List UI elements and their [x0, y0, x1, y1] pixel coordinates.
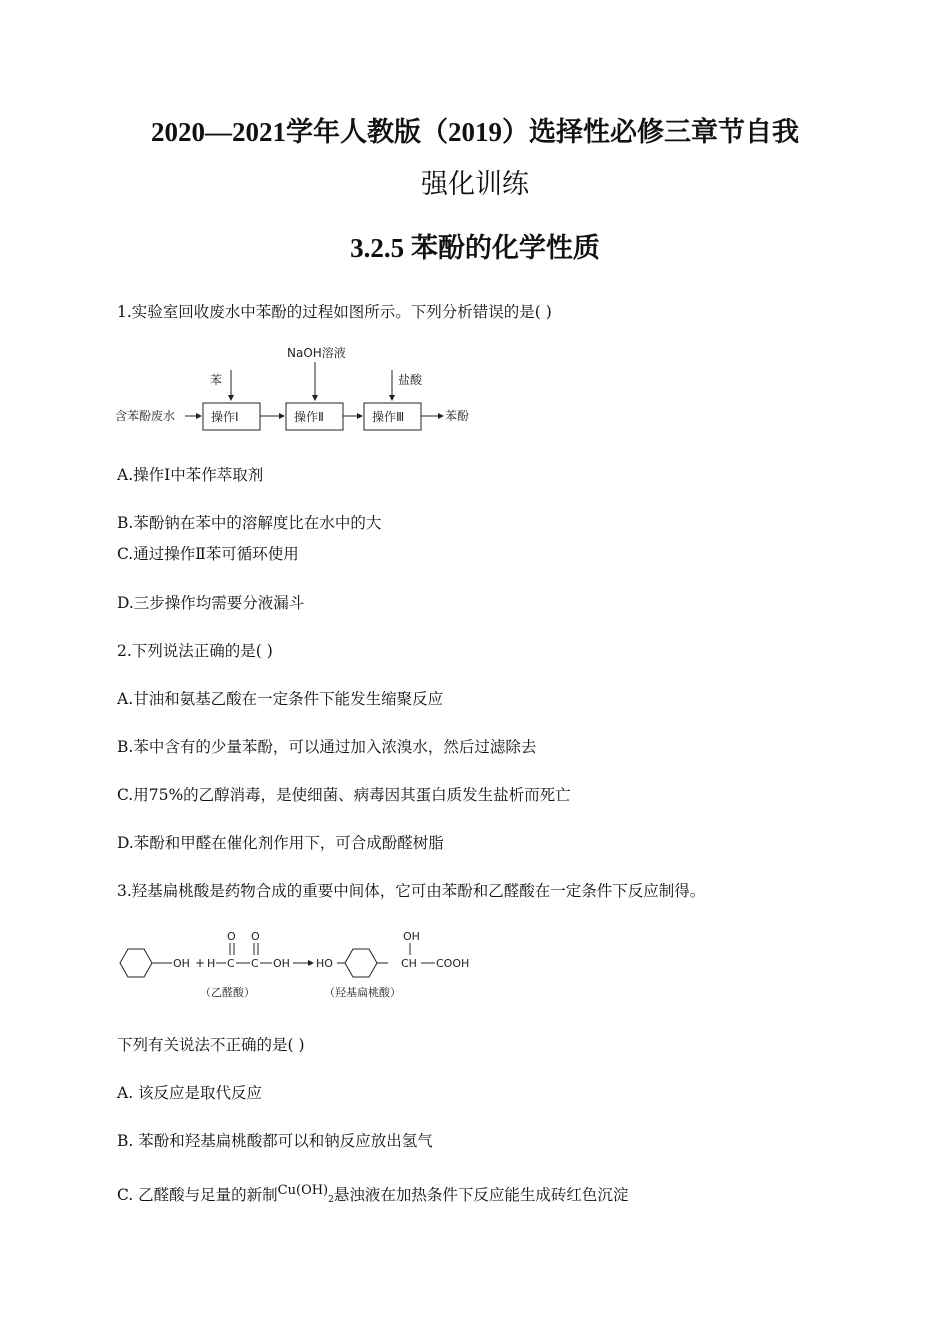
- q3-option-c-prefix: C. 乙醛酸与足量的新制: [117, 1186, 278, 1204]
- q2-option-c: C.用75%的乙醇消毒，是使细菌、病毒因其蛋白质发生盐析而死亡: [117, 786, 571, 804]
- diagram-output-label: 苯酚: [445, 409, 470, 423]
- product-cooh: COOH: [436, 957, 470, 970]
- phenol-oh: OH: [173, 957, 190, 970]
- plus-sign: +: [195, 956, 206, 970]
- label-product: （羟基扁桃酸）: [324, 986, 401, 999]
- document-title-line2: 强化训练: [421, 169, 529, 199]
- q1-option-c: C.通过操作Ⅱ苯可循环使用: [117, 545, 299, 563]
- q1-option-a: A.操作Ⅰ中苯作萃取剂: [117, 466, 264, 484]
- q1-stem: 1.实验室回收废水中苯酚的过程如图所示。下列分析错误的是( ): [117, 303, 552, 321]
- op2-label: 操作Ⅱ: [294, 410, 324, 424]
- reagent1-label: 苯: [210, 373, 223, 387]
- q1-process-diagram: [115, 340, 485, 440]
- op1-label: 操作Ⅰ: [211, 410, 239, 424]
- product-oh-top: OH: [403, 930, 420, 943]
- phenol-ring: [120, 949, 152, 977]
- q1-option-d: D.三步操作均需要分液漏斗: [117, 594, 305, 612]
- q2-stem: 2.下列说法正确的是( ): [117, 642, 273, 660]
- q2-option-b: B.苯中含有的少量苯酚，可以通过加入浓溴水，然后过滤除去: [117, 738, 537, 756]
- q3-option-c-suffix: 悬浊液在加热条件下反应能生成砖红色沉淀: [333, 1186, 629, 1204]
- q2-option-a: A.甘油和氨基乙酸在一定条件下能发生缩聚反应: [117, 690, 444, 708]
- glyoxylic-o1: O: [227, 930, 236, 943]
- glyoxylic-oh: OH: [273, 957, 290, 970]
- section-title: 3.2.5 苯酚的化学性质: [350, 233, 600, 263]
- q3-option-a: A. 该反应是取代反应: [117, 1084, 263, 1102]
- q3-option-b: B. 苯酚和羟基扁桃酸都可以和钠反应放出氢气: [117, 1132, 433, 1150]
- op3-label: 操作Ⅲ: [372, 410, 405, 424]
- product-ch: CH: [401, 957, 417, 970]
- copper-hydroxide-formula: Cu(OH): [277, 1183, 329, 1198]
- reagent2-label: NaOH溶液: [287, 346, 346, 360]
- q3-question: 下列有关说法不正确的是( ): [117, 1036, 305, 1054]
- glyoxylic-c2: C: [251, 957, 259, 970]
- q3-option-c: [117, 1183, 628, 1205]
- product-ring: [345, 949, 377, 977]
- q3-reaction-scheme: [115, 925, 485, 1005]
- diagram-input-label: 含苯酚废水: [115, 409, 176, 423]
- glyoxylic-h: H: [207, 957, 216, 970]
- glyoxylic-c1: C: [227, 957, 235, 970]
- label-glyoxylic-acid: （乙醛酸）: [200, 986, 255, 999]
- glyoxylic-o2: O: [251, 930, 260, 943]
- q1-option-b: B.苯酚钠在苯中的溶解度比在水中的大: [117, 514, 382, 532]
- reagent3-label: 盐酸: [398, 373, 423, 387]
- q3-stem: 3.羟基扁桃酸是药物合成的重要中间体，它可由苯酚和乙醛酸在一定条件下反应制得。: [117, 882, 706, 900]
- q2-option-d: D.苯酚和甲醛在催化剂作用下，可合成酚醛树脂: [117, 834, 444, 852]
- document-title-line1: 2020—2021学年人教版（2019）选择性必修三章节自我: [151, 117, 799, 147]
- formula-subscript: 2: [328, 1195, 334, 1205]
- product-ho: HO: [316, 957, 333, 970]
